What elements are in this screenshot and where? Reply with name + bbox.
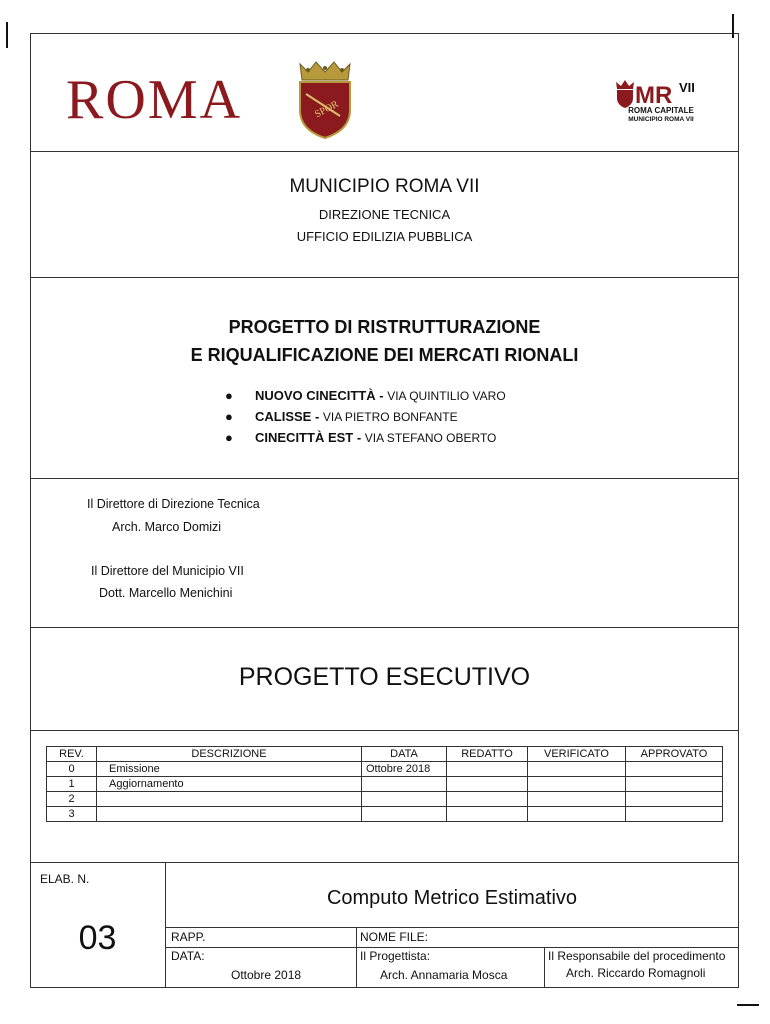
column-header: DESCRIZIONE bbox=[97, 747, 362, 762]
table-row: 3 bbox=[47, 807, 723, 822]
column-header: REDATTO bbox=[447, 747, 528, 762]
table-row: 0 Emissione Ottobre 2018 bbox=[47, 762, 723, 777]
crop-mark-bottom-right bbox=[737, 1004, 759, 1006]
project-title-line2: E RIQUALIFICAZIONE DEI MERCATI RIONALI bbox=[190, 345, 579, 365]
table-header-row bbox=[47, 747, 723, 762]
svg-text:SPQR: SPQR bbox=[313, 98, 341, 121]
svg-text:MR: MR bbox=[635, 82, 673, 109]
elab-label: ELAB. N. bbox=[40, 872, 90, 886]
column-header: REV. bbox=[47, 747, 97, 762]
progettista-name: Arch. Annamaria Mosca bbox=[380, 968, 508, 982]
divider bbox=[30, 730, 739, 731]
divider bbox=[165, 927, 739, 928]
svg-text:MUNICIPIO ROMA VII: MUNICIPIO ROMA VII bbox=[628, 116, 694, 123]
office-direction: DIREZIONE TECNICA bbox=[318, 207, 451, 222]
market-address: VIA STEFANO OBERTO bbox=[364, 431, 497, 445]
divider bbox=[165, 947, 739, 948]
elab-number: 03 bbox=[78, 919, 117, 957]
divider bbox=[30, 862, 739, 863]
column-header: VERIFICATO bbox=[528, 747, 626, 762]
market-name: CINECITTÀ EST - bbox=[255, 430, 362, 445]
data-value: Ottobre 2018 bbox=[231, 968, 302, 982]
responsabile-name: Arch. Riccardo Romagnoli bbox=[566, 966, 706, 980]
office-title: MUNICIPIO ROMA VII bbox=[289, 176, 480, 197]
divider bbox=[544, 947, 545, 988]
market-name: CALISSE - bbox=[255, 409, 320, 424]
municipio-vii-logo bbox=[613, 78, 708, 124]
list-item: ● CALISSE - VIA PIETRO BONFANTE bbox=[225, 409, 458, 424]
market-address: VIA QUINTILIO VARO bbox=[387, 389, 506, 403]
svg-text:VII: VII bbox=[679, 80, 695, 95]
signatory-role: Il Direttore di Direzione Tecnica bbox=[87, 497, 260, 511]
list-item: ● NUOVO CINECITTÀ - VIA QUINTILIO VARO bbox=[225, 388, 506, 403]
signatory-name: Dott. Marcello Menichini bbox=[99, 586, 233, 600]
svg-text:ROMA CAPITALE: ROMA CAPITALE bbox=[628, 106, 694, 115]
divider bbox=[356, 927, 357, 988]
table-row: 2 bbox=[47, 792, 723, 807]
divider bbox=[30, 277, 739, 278]
divider bbox=[30, 478, 739, 479]
revision-table bbox=[46, 746, 723, 822]
document-title: Computo Metrico Estimativo bbox=[326, 887, 578, 909]
nome-file-label: NOME FILE: bbox=[360, 930, 429, 944]
column-header: APPROVATO bbox=[626, 747, 723, 762]
table-row: 1 Aggiornamento bbox=[47, 777, 723, 792]
rapp-label: RAPP. bbox=[171, 930, 206, 944]
roma-logo-text: ROMA bbox=[66, 69, 243, 131]
roma-shield-logo bbox=[290, 58, 360, 140]
responsabile-label: Il Responsabile del procedimento bbox=[548, 949, 726, 963]
divider bbox=[165, 862, 166, 988]
list-item: ● CINECITTÀ EST - VIA STEFANO OBERTO bbox=[225, 430, 497, 445]
crop-mark-top-left bbox=[6, 22, 8, 48]
signatory-name: Arch. Marco Domizi bbox=[112, 520, 222, 534]
divider bbox=[30, 627, 739, 628]
office-department: UFFICIO EDILIZIA PUBBLICA bbox=[296, 229, 473, 244]
project-title-line1: PROGETTO DI RISTRUTTURAZIONE bbox=[228, 317, 541, 337]
progettista-label: Il Progettista: bbox=[360, 949, 431, 963]
signatory-role: Il Direttore del Municipio VII bbox=[91, 564, 244, 578]
market-list bbox=[225, 385, 506, 448]
project-phase-title: PROGETTO ESECUTIVO bbox=[238, 663, 531, 691]
column-header: DATA bbox=[362, 747, 447, 762]
market-name: NUOVO CINECITTÀ - bbox=[255, 388, 384, 403]
market-address: VIA PIETRO BONFANTE bbox=[322, 410, 458, 424]
data-label: DATA: bbox=[171, 949, 205, 963]
divider bbox=[30, 151, 739, 152]
